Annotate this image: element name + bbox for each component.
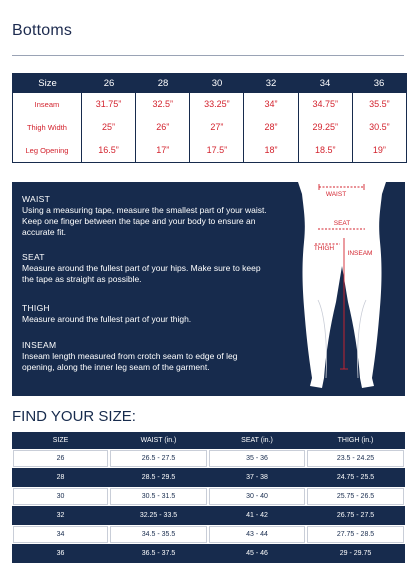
table-cell: 27.75 - 28.5	[307, 526, 404, 543]
table-cell: 30	[13, 488, 108, 505]
body-silhouette	[298, 182, 386, 388]
table-cell: 43 - 44	[209, 526, 305, 543]
size-column	[81, 93, 135, 162]
table-cell: 36.5 - 37.5	[141, 550, 176, 557]
table-cell: 30 - 40	[209, 488, 305, 505]
table-cell: 27”	[210, 122, 224, 132]
header-cell: SEAT (in.)	[241, 437, 273, 444]
table-cell: 17”	[156, 145, 170, 155]
size-col-header: 36	[373, 78, 385, 89]
inseam-heading: INSEAM	[22, 340, 57, 350]
seat-heading: SEAT	[22, 252, 45, 262]
measurements-body	[13, 93, 406, 162]
figure-waist-label: WAIST	[325, 191, 347, 198]
measurements-table	[12, 73, 407, 163]
header-cell: THIGH (in.)	[337, 437, 374, 444]
table-cell: 34.75”	[312, 99, 338, 109]
size-col-header: 32	[265, 78, 277, 89]
size-table-header	[12, 432, 405, 449]
figure-inseam-label: INSEAM	[347, 250, 373, 257]
table-cell: 32.25 - 33.5	[139, 512, 178, 519]
table-cell: 33.25”	[204, 99, 230, 109]
waist-heading: WAIST	[22, 194, 51, 204]
size-column	[243, 93, 297, 162]
figure-seat-label: SEAT	[333, 220, 351, 227]
size-column	[135, 93, 189, 162]
inseam-text: Inseam length measured from crotch seam to edge of leg opening, along the inner leg seam of the garment.	[22, 351, 238, 372]
table-cell: 37 - 38	[246, 474, 268, 481]
size-col-header: 30	[211, 78, 223, 89]
table-cell: 19”	[372, 145, 386, 155]
table-cell: 29 - 29.75	[339, 550, 372, 557]
table-cell: 18”	[264, 145, 278, 155]
table-cell: 35 - 36	[209, 450, 305, 467]
table-row	[12, 525, 405, 544]
measurements-header-row	[13, 74, 406, 93]
table-cell: 28”	[264, 122, 278, 132]
table-cell: 25”	[102, 122, 116, 132]
table-cell: 18.5”	[314, 145, 336, 155]
table-cell: 36	[56, 550, 65, 557]
table-cell: 32.5”	[152, 99, 173, 109]
thigh-text: Measure around the fullest part of your thigh.	[22, 314, 192, 324]
table-row	[12, 506, 405, 525]
table-cell: 23.5 - 24.25	[307, 450, 404, 467]
table-cell: 41 - 42	[246, 512, 268, 519]
table-row	[12, 468, 405, 487]
size-header-cell: Size	[38, 78, 57, 89]
table-cell: 30.5 - 31.5	[110, 488, 207, 505]
body-measurement-figure	[278, 182, 405, 396]
waist-section	[22, 194, 272, 238]
table-cell: 25.75 - 26.5	[307, 488, 404, 505]
table-cell: 26.5 - 27.5	[110, 450, 207, 467]
table-row	[12, 449, 405, 468]
size-column	[189, 93, 243, 162]
table-cell: 30.5”	[369, 122, 390, 132]
table-cell: 17.5”	[206, 145, 228, 155]
figure-thigh-label: THIGH	[313, 245, 335, 252]
size-table	[12, 432, 405, 563]
table-cell: 34	[13, 526, 108, 543]
row-label: Leg Opening	[25, 146, 69, 155]
size-col-header: 28	[157, 78, 169, 89]
table-cell: 26”	[156, 122, 170, 132]
table-cell: 24.75 - 25.5	[336, 474, 375, 481]
label-column	[13, 93, 81, 162]
table-cell: 35.5”	[369, 99, 390, 109]
seat-section	[22, 252, 272, 285]
seat-text: Measure around the fullest part of your hips. Make sure to keep the tape as straight as possible.	[22, 263, 261, 284]
table-row	[12, 487, 405, 506]
table-cell: 31.75”	[95, 99, 122, 109]
table-cell: 28.5 - 29.5	[141, 474, 176, 481]
thigh-heading: THIGH	[22, 303, 50, 313]
table-cell: 45 - 46	[246, 550, 268, 557]
row-label: Inseam	[34, 100, 60, 109]
thigh-section	[22, 303, 272, 325]
table-cell: 28	[56, 474, 65, 481]
header-cell: SIZE	[52, 437, 69, 444]
size-column	[298, 93, 352, 162]
row-label: Thigh Width	[26, 123, 67, 132]
table-cell: 34”	[264, 99, 278, 109]
page-title: Bottoms	[12, 22, 73, 39]
size-col-header: 34	[319, 78, 331, 89]
table-cell: 34.5 - 35.5	[110, 526, 207, 543]
inseam-section	[22, 340, 272, 373]
table-cell: 32	[56, 512, 65, 519]
header-cell: WAIST (in.)	[140, 437, 177, 444]
measuring-guide-panel	[12, 182, 405, 396]
table-cell: 26	[13, 450, 108, 467]
table-cell: 26.75 - 27.5	[336, 512, 375, 519]
size-column	[352, 93, 406, 162]
size-col-header: 26	[103, 78, 115, 89]
waist-text: Using a measuring tape, measure the smallest part of your waist. Keep one finger between the tape and your body to ensure an accurate fit.	[22, 205, 267, 237]
table-row	[12, 544, 405, 563]
table-cell: 29.25”	[312, 122, 338, 132]
title-divider	[12, 55, 404, 56]
find-size-title: FIND YOUR SIZE:	[12, 408, 136, 425]
table-cell: 16.5”	[98, 145, 119, 155]
